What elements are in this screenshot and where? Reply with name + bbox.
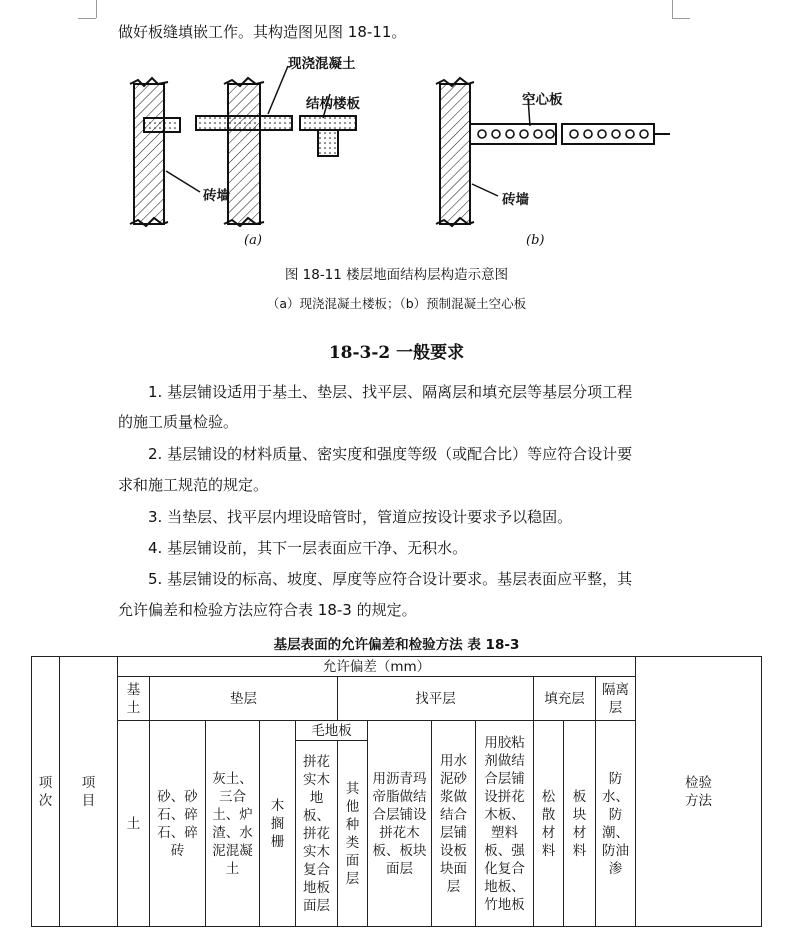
cast-slab-left	[144, 118, 180, 132]
label-brick-wall-a: 砖墙	[203, 188, 230, 204]
cell-other: 其他种类面层	[338, 741, 368, 927]
page-corner-mark	[96, 0, 97, 18]
label-cast-concrete: 现浇混凝土	[288, 56, 356, 72]
group-base-soil: 基土	[118, 677, 150, 721]
col-item: 项目	[60, 657, 118, 927]
cast-beam	[318, 130, 338, 156]
col-method: 检验方法	[636, 657, 762, 927]
brick-wall-b	[436, 78, 474, 226]
page-corner-mark	[672, 0, 673, 18]
paragraph-line: 3. 当垫层、找平层内埋设暗管时，管道应按设计要求予以稳固。	[148, 508, 573, 526]
label-structural-slab: 结构楼板	[306, 96, 360, 112]
cell-asphalt: 用沥青玛帝脂做结合层铺设拼花木板、板块面层	[368, 721, 432, 927]
brick-wall-a-left	[130, 78, 168, 226]
table-title: 基层表面的允许偏差和检验方法 表 18-3	[273, 637, 520, 653]
figure-caption: 图 18-11 楼层地面结构层构造示意图	[284, 267, 509, 283]
cast-slab-right	[300, 116, 356, 130]
label-hollow-slab: 空心板	[522, 92, 563, 108]
page-corner-mark	[78, 18, 96, 19]
paragraph-line: 允许偏差和检验方法应符合表 18-3 的规定。	[118, 601, 417, 619]
group-cushion: 垫层	[150, 677, 338, 721]
text-line: 做好板缝填嵌工作。其构造图见图 18-11。	[118, 23, 407, 41]
paragraph-line: 求和施工规范的规定。	[118, 476, 269, 494]
section-title: 18-3-2 一般要求	[328, 343, 465, 363]
subfigure-label-b: (b)	[526, 233, 545, 248]
group-fill: 填充层	[534, 677, 596, 721]
page-corner-mark	[672, 18, 690, 19]
col-index: 项次	[32, 657, 60, 927]
cell-waterproof: 防水、防潮、防油渗	[596, 721, 636, 927]
cell-mortar: 用水泥砂浆做结合层铺设板块面层	[432, 721, 476, 927]
paragraph-line: 的施工质量检验。	[118, 413, 239, 431]
paragraph-line: 1. 基层铺设适用于基土、垫层、找平层、隔离层和填充层等基层分项工程	[148, 383, 633, 401]
tolerance-table	[31, 656, 762, 927]
paragraph-line: 2. 基层铺设的材料质量、密实度和强度等级（或配合比）等应符合设计要	[148, 445, 633, 463]
brick-wall-a-mid	[224, 78, 264, 226]
hollow-slab	[470, 124, 670, 144]
group-isolation: 隔离层	[596, 677, 636, 721]
cell-loose: 松散材料	[534, 721, 564, 927]
cell-parquet: 拼花实木地板、拼花实木复合地板面层	[296, 741, 338, 927]
group-leveling: 找平层	[338, 677, 534, 721]
sub-rough-board: 毛地板	[296, 721, 368, 741]
subfigure-label-a: (a)	[244, 233, 262, 248]
label-brick-wall-b: 砖墙	[502, 192, 529, 208]
paragraph-line: 5. 基层铺设的标高、坡度、厚度等应符合设计要求。基层表面应平整，其	[148, 570, 633, 588]
cell-sand: 砂、砂石、碎石、碎砖	[150, 721, 206, 927]
structure-figure	[118, 46, 678, 256]
base-soil-cell: 土	[118, 721, 150, 927]
figure-subcaption: （a）现浇混凝土楼板；（b）预制混凝土空心板	[266, 296, 527, 311]
cell-joist: 木搁栅	[260, 721, 296, 927]
cell-adhesive: 用胶粘剂做结合层铺设拼花木板、塑料板、强化复合地板、竹地板	[476, 721, 534, 927]
cast-slab-mid	[196, 116, 292, 130]
cell-lime: 灰土、三合土、炉渣、水泥混凝土	[206, 721, 260, 927]
paragraph-line: 4. 基层铺设前，其下一层表面应干净、无积水。	[148, 539, 468, 557]
cell-block: 板块材料	[564, 721, 596, 927]
allowed-deviation-header: 允许偏差（mm）	[118, 657, 636, 677]
